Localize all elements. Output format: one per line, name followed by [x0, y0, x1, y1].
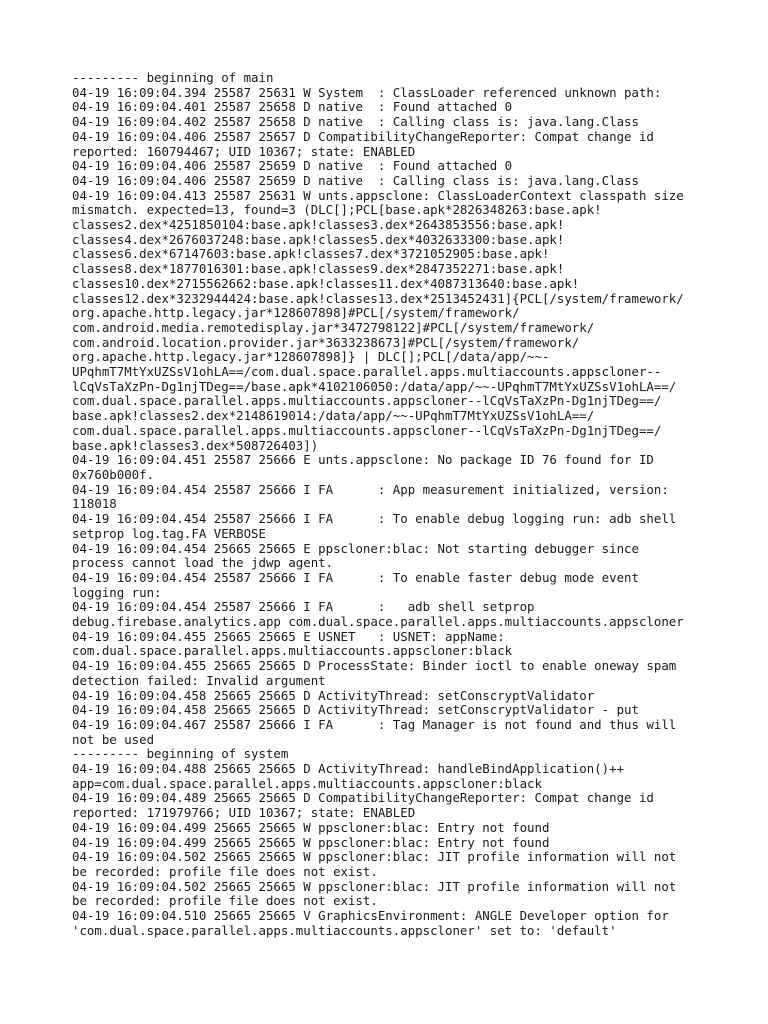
log-line: app=com.dual.space.parallel.apps.multiaccounts.appscloner:black — [72, 775, 542, 791]
log-line: 04-19 16:09:04.489 25665 25665 D CompatibilityChangeReporter: Compat change id — [72, 790, 654, 806]
log-line: process cannot load the jdwp agent. — [72, 555, 334, 571]
log-line: 04-19 16:09:04.467 25587 25666 I FA : Tag Manager is not found and thus will — [72, 716, 677, 732]
log-line: UPqhmT7MtYxUZSsV1ohLA==/com.dual.space.parallel.apps.multiaccounts.appscloner-- — [72, 364, 662, 380]
log-line: reported: 171979766; UID 10367; state: ENABLED — [72, 805, 416, 821]
log-line: setprop log.tag.FA VERBOSE — [72, 525, 266, 541]
log-line: classes6.dex*67147603:base.apk!classes7.dex*3721052905:base.apk! — [72, 246, 550, 262]
log-line: 04-19 16:09:04.454 25665 25665 E ppscloner:blac: Not starting debugger since — [72, 540, 639, 556]
log-text-block — [72, 71, 712, 938]
log-line: classes10.dex*2715562662:base.apk!classes11.dex*4087313640:base.apk! — [72, 275, 580, 291]
log-line: com.dual.space.parallel.apps.multiaccounts.appscloner--lCqVsTaXzPn-Dg1njTDeg==/ — [72, 393, 662, 409]
log-line: com.dual.space.parallel.apps.multiaccounts.appscloner--lCqVsTaXzPn-Dg1njTDeg==/ — [72, 422, 662, 438]
log-line: 04-19 16:09:04.455 25665 25665 E USNET : USNET: appName: — [72, 628, 505, 644]
log-line: classes2.dex*4251850104:base.apk!classes3.dex*2643853556:base.apk! — [72, 217, 565, 233]
log-line: 04-19 16:09:04.402 25587 25658 D native : Calling class is: java.lang.Class — [72, 114, 639, 130]
log-line: be recorded: profile file does not exist. — [72, 863, 378, 879]
log-section-header: --------- beginning of main — [72, 70, 274, 85]
log-section-header: --------- beginning of system — [72, 746, 289, 762]
log-line: 04-19 16:09:04.406 25587 25659 D native : Calling class is: java.lang.Class — [72, 172, 639, 188]
log-line: org.apache.http.legacy.jar*128607898]#PCL[/system/framework/ — [72, 305, 520, 321]
log-line: com.android.media.remotedisplay.jar*3472798122]#PCL[/system/framework/ — [72, 319, 595, 335]
log-line: classes8.dex*1877016301:base.apk!classes9.dex*2847352271:base.apk! — [72, 261, 565, 277]
log-line: classes4.dex*2676037248:base.apk!classes5.dex*4032633300:base.apk! — [72, 231, 565, 247]
log-line: 04-19 16:09:04.406 25587 25659 D native : Found attached 0 — [72, 158, 513, 174]
log-line: base.apk!classes3.dex*508726403]) — [72, 437, 319, 453]
log-line: mismatch. expected=13, found=3 (DLC[];PCL[base.apk*2826348263:base.apk! — [72, 202, 602, 218]
log-line: 04-19 16:09:04.451 25587 25666 E unts.appsclone: No package ID 76 found for ID — [72, 452, 654, 468]
log-line: 04-19 16:09:04.454 25587 25666 I FA : To enable debug logging run: adb shell — [72, 511, 677, 527]
log-line: 04-19 16:09:04.510 25665 25665 V GraphicsEnvironment: ANGLE Developer option for — [72, 908, 669, 924]
log-line: 'com.dual.space.parallel.apps.multiaccounts.appscloner' set to: 'default' — [72, 922, 617, 938]
log-line: 04-19 16:09:04.502 25665 25665 W ppscloner:blac: JIT profile information will not — [72, 849, 677, 865]
log-line: 04-19 16:09:04.394 25587 25631 W System : ClassLoader referenced unknown path: — [72, 84, 662, 100]
log-line: 0x760b000f. — [72, 466, 155, 482]
log-line: lCqVsTaXzPn-Dg1njTDeg==/base.apk*4102106050:/data/app/~~-UPqhmT7MtYxUZSsV1ohLA==/ — [72, 378, 677, 394]
log-line: com.dual.space.parallel.apps.multiaccounts.appscloner:black — [72, 643, 513, 659]
log-line: 04-19 16:09:04.401 25587 25658 D native : Found attached 0 — [72, 99, 513, 115]
log-line: 04-19 16:09:04.454 25587 25666 I FA : App measurement initialized, version: — [72, 481, 669, 497]
log-line: 04-19 16:09:04.499 25665 25665 W ppscloner:blac: Entry not found — [72, 819, 550, 835]
log-line: 04-19 16:09:04.413 25587 25631 W unts.appsclone: ClassLoaderContext classpath size — [72, 187, 684, 203]
log-line: 04-19 16:09:04.455 25665 25665 D ProcessState: Binder ioctl to enable oneway spam — [72, 658, 677, 674]
log-line: detection failed: Invalid argument — [72, 672, 326, 688]
log-line: 04-19 16:09:04.406 25587 25657 D CompatibilityChangeReporter: Compat change id — [72, 128, 654, 144]
log-line: 04-19 16:09:04.454 25587 25666 I FA : adb shell setprop — [72, 599, 535, 615]
log-line: not be used — [72, 731, 155, 747]
log-line: classes12.dex*3232944424:base.apk!classes13.dex*2513452431]{PCL[/system/framework/ — [72, 290, 684, 306]
log-line: base.apk!classes2.dex*2148619014:/data/app/~~-UPqhmT7MtYxUZSsV1ohLA==/ — [72, 408, 595, 424]
log-line: 04-19 16:09:04.502 25665 25665 W ppscloner:blac: JIT profile information will not — [72, 878, 677, 894]
log-line: com.android.location.provider.jar*3633238673]#PCL[/system/framework/ — [72, 334, 580, 350]
log-line: 118018 — [72, 496, 117, 512]
log-line: org.apache.http.legacy.jar*128607898]} | DLC[];PCL[/data/app/~~- — [72, 349, 550, 365]
log-line: 04-19 16:09:04.454 25587 25666 I FA : To enable faster debug mode event — [72, 569, 639, 585]
log-line: reported: 160794467; UID 10367; state: ENABLED — [72, 143, 416, 159]
log-line: 04-19 16:09:04.458 25665 25665 D ActivityThread: setConscryptValidator — [72, 687, 595, 703]
log-line: 04-19 16:09:04.458 25665 25665 D ActivityThread: setConscryptValidator - put — [72, 702, 639, 718]
log-line: be recorded: profile file does not exist. — [72, 893, 378, 909]
log-line: 04-19 16:09:04.488 25665 25665 D ActivityThread: handleBindApplication()++ — [72, 761, 625, 777]
log-line: debug.firebase.analytics.app com.dual.space.parallel.apps.multiaccounts.appscloner — [72, 614, 684, 630]
log-line: 04-19 16:09:04.499 25665 25665 W ppscloner:blac: Entry not found — [72, 834, 550, 850]
log-line: logging run: — [72, 584, 162, 600]
